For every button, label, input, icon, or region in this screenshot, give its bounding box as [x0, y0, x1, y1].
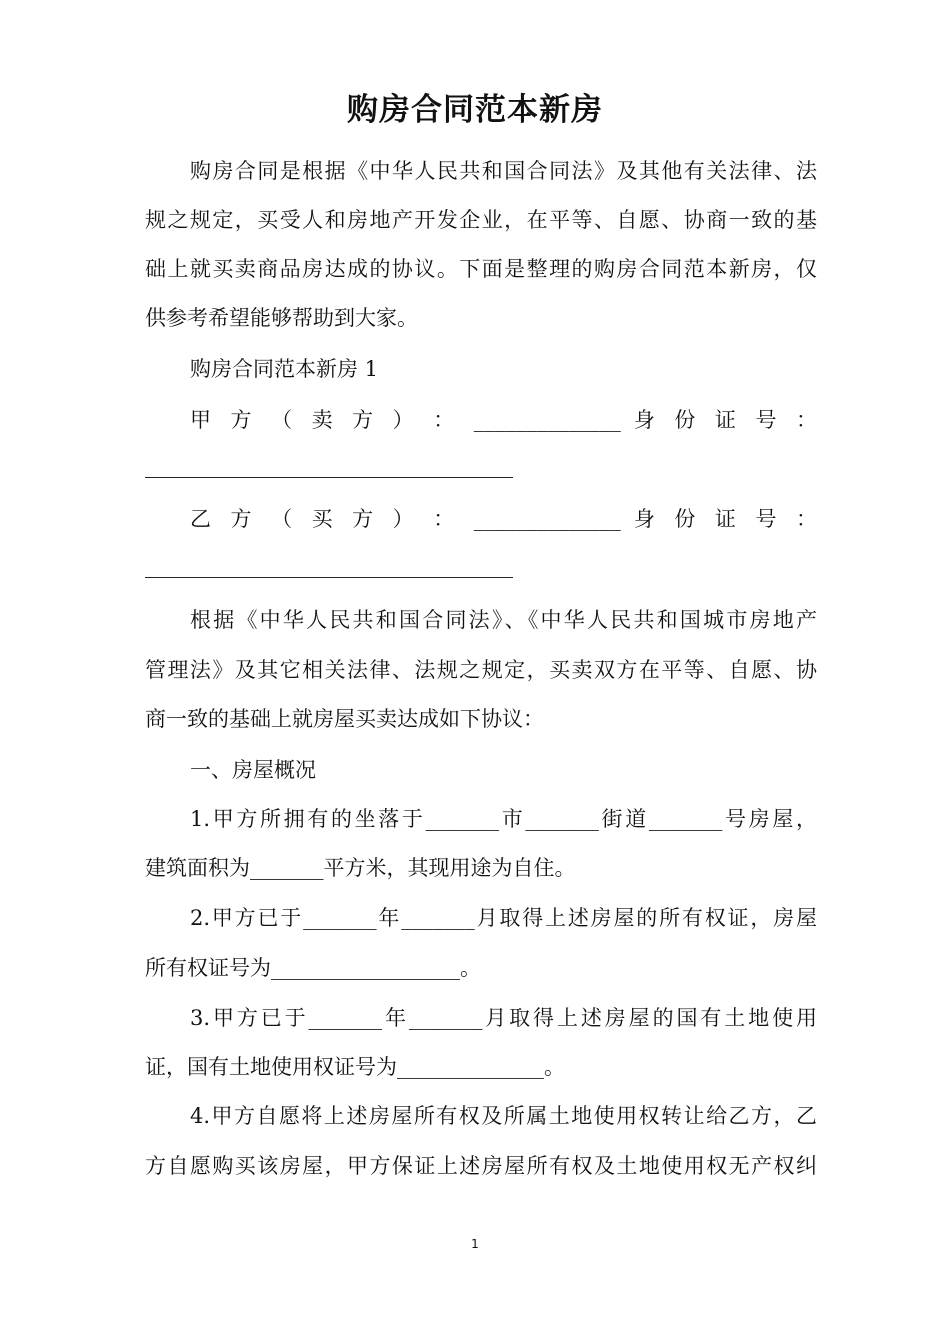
- clause-line-5: 3.甲方已于_______年_______月取得上述房屋的国有土地使用: [190, 1006, 817, 1030]
- clause-one-heading: 一、房屋概况: [190, 758, 316, 782]
- clause-line-2: 建筑面积为_______平方米，其现用途为自住。: [145, 856, 576, 880]
- party-b-id-blank: [145, 577, 513, 578]
- clause-line-3: 2.甲方已于_______年_______月取得上述房屋的所有权证，房屋: [190, 906, 817, 930]
- party-b-line: 乙 方 （ 买 方 ） ： ______________ 身 份 证 号 ：: [190, 507, 817, 531]
- clause-line-8: 方自愿购买该房屋，甲方保证上述房屋所有权及土地使用权无产权纠: [145, 1154, 817, 1178]
- clause-line-7: 4.甲方自愿将上述房屋所有权及所属土地使用权转让给乙方，乙: [190, 1104, 817, 1128]
- basis-line-1: 根据《中华人民共和国合同法》、《中华人民共和国城市房地产: [190, 608, 817, 632]
- clause-line-6: 证，国有土地使用权证号为______________。: [145, 1055, 565, 1079]
- intro-line-3: 础上就买卖商品房达成的协议。下面是整理的购房合同范本新房，仅: [145, 257, 817, 281]
- party-a-line: 甲 方 （ 卖 方 ） ： ______________ 身 份 证 号 ：: [190, 408, 817, 432]
- clause-line-1: 1.甲方所拥有的坐落于_______市_______街道_______号房屋，: [190, 807, 817, 831]
- basis-line-2: 管理法》及其它相关法律、法规之规定，买卖双方在平等、自愿、协: [145, 658, 817, 682]
- clause-line-4: 所有权证号为__________________。: [145, 956, 481, 980]
- page-number: 1: [471, 1237, 479, 1251]
- basis-line-3: 商一致的基础上就房屋买卖达成如下协议：: [145, 707, 544, 731]
- intro-line-2: 规之规定，买受人和房地产开发企业，在平等、自愿、协商一致的基: [145, 208, 817, 232]
- intro-line-1: 购房合同是根据《中华人民共和国合同法》及其他有关法律、法: [190, 159, 817, 183]
- document-title: 购房合同范本新房: [347, 92, 603, 128]
- intro-line-4: 供参考希望能够帮助到大家。: [145, 306, 418, 330]
- party-a-id-blank: [145, 477, 513, 478]
- section-heading: 购房合同范本新房 1: [190, 357, 379, 381]
